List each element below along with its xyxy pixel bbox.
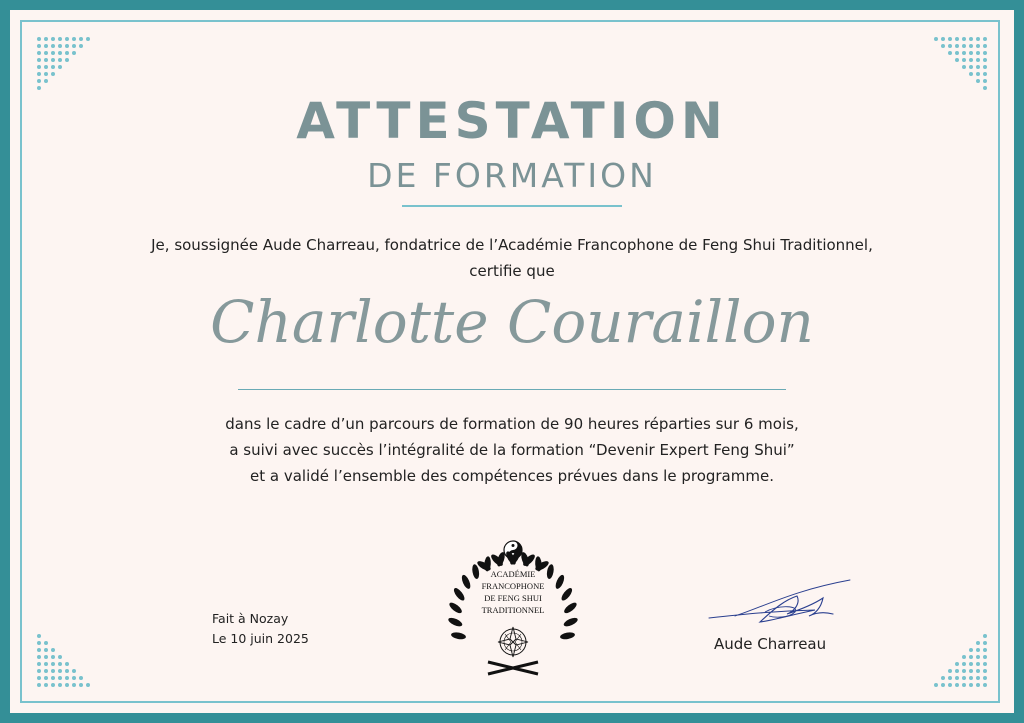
decorative-dot: [983, 641, 987, 645]
laurel-leaf: [563, 601, 579, 615]
decorative-dot: [72, 683, 76, 687]
decorative-dot: [955, 44, 959, 48]
decorative-dot: [65, 37, 69, 41]
laurel-leaf: [563, 616, 579, 628]
decorative-dot: [983, 44, 987, 48]
laurel-leaf: [460, 574, 472, 590]
decorative-dot: [37, 65, 41, 69]
decorative-dot: [51, 44, 55, 48]
decorative-dot: [983, 669, 987, 673]
details-line-2: a suivi avec succès l’intégralité de la formation “Devenir Expert Feng Shui”: [229, 441, 795, 459]
decorative-dot: [65, 669, 69, 673]
recipient-name: Charlotte Couraillon: [210, 288, 814, 356]
decorative-dot: [948, 37, 952, 41]
decorative-dot: [976, 58, 980, 62]
intro-line-2: certifie que: [469, 262, 555, 280]
decorative-dot: [51, 669, 55, 673]
decorative-dot: [983, 676, 987, 680]
decorative-dot: [44, 641, 48, 645]
laurel-leaf: [554, 574, 566, 590]
decorative-dot: [37, 683, 41, 687]
academy-seal: [438, 536, 588, 686]
decorative-dot: [44, 72, 48, 76]
decorative-dot: [934, 683, 938, 687]
decorative-dot: [44, 44, 48, 48]
dot-pattern-top-left: [36, 36, 96, 96]
decorative-dot: [983, 648, 987, 652]
decorative-dot: [941, 676, 945, 680]
decorative-dot: [969, 683, 973, 687]
decorative-dot: [72, 669, 76, 673]
decorative-dot: [955, 676, 959, 680]
decorative-dot: [941, 44, 945, 48]
decorative-dot: [976, 669, 980, 673]
decorative-dot: [37, 648, 41, 652]
decorative-dot: [962, 51, 966, 55]
decorative-dot: [37, 676, 41, 680]
decorative-dot: [86, 683, 90, 687]
decorative-dot: [51, 51, 55, 55]
compass-rose-icon: [498, 627, 528, 657]
decorative-dot: [969, 648, 973, 652]
decorative-dot: [969, 676, 973, 680]
certificate-subtitle: DE FORMATION: [367, 156, 657, 195]
decorative-dot: [65, 662, 69, 666]
decorative-dot: [983, 86, 987, 90]
decorative-dot: [51, 65, 55, 69]
decorative-dot: [962, 676, 966, 680]
decorative-dot: [86, 37, 90, 41]
decorative-dot: [65, 58, 69, 62]
decorative-dot: [72, 44, 76, 48]
decorative-dot: [72, 51, 76, 55]
decorative-dot: [983, 634, 987, 638]
decorative-dot: [72, 37, 76, 41]
place-and-date: [212, 609, 309, 649]
decorative-dot: [955, 669, 959, 673]
name-divider: [238, 389, 786, 390]
intro-text: [0, 232, 1024, 284]
seal-line-1: ACADÉMIE: [490, 569, 536, 579]
decorative-dot: [51, 648, 55, 652]
details-line-1: dans le cadre d’un parcours de formation de 90 heures réparties sur 6 mois,: [225, 415, 799, 433]
seal-line-3: DE FENG SHUI: [484, 593, 542, 603]
dot-pattern-bottom-right: [928, 628, 988, 688]
decorative-dot: [976, 72, 980, 76]
decorative-dot: [969, 72, 973, 76]
decorative-dot: [51, 655, 55, 659]
handwritten-signature: [705, 578, 855, 628]
decorative-dot: [37, 669, 41, 673]
decorative-dot: [983, 662, 987, 666]
decorative-dot: [44, 683, 48, 687]
laurel-leaf: [560, 631, 576, 640]
decorative-dot: [976, 662, 980, 666]
decorative-dot: [37, 641, 41, 645]
decorative-dot: [969, 37, 973, 41]
decorative-dot: [44, 662, 48, 666]
decorative-dot: [955, 51, 959, 55]
decorative-dot: [51, 58, 55, 62]
certificate-title: ATTESTATION: [296, 92, 728, 150]
decorative-dot: [51, 676, 55, 680]
decorative-dot: [51, 72, 55, 76]
decorative-dot: [51, 683, 55, 687]
decorative-dot: [976, 44, 980, 48]
decorative-dot: [983, 65, 987, 69]
laurel-leaf: [447, 616, 463, 628]
decorative-dot: [37, 37, 41, 41]
laurel-leaf: [471, 564, 480, 580]
decorative-dot: [969, 58, 973, 62]
decorative-dot: [44, 669, 48, 673]
decorative-dot: [37, 58, 41, 62]
decorative-dot: [37, 72, 41, 76]
decorative-dot: [58, 662, 62, 666]
decorative-dot: [962, 37, 966, 41]
decorative-dot: [969, 662, 973, 666]
decorative-dot: [969, 44, 973, 48]
decorative-dot: [962, 65, 966, 69]
decorative-dot: [44, 58, 48, 62]
decorative-dot: [44, 676, 48, 680]
seal-line-2: FRANCOPHONE: [481, 581, 545, 591]
dot-pattern-top-right: [928, 36, 988, 96]
decorative-dot: [51, 37, 55, 41]
details-line-3: et a validé l’ensemble des compétences prévues dans le programme.: [250, 467, 774, 485]
decorative-dot: [969, 51, 973, 55]
decorative-dot: [58, 683, 62, 687]
place-text: Fait à Nozay: [212, 611, 289, 626]
decorative-dot: [948, 669, 952, 673]
decorative-dot: [976, 676, 980, 680]
decorative-dot: [976, 37, 980, 41]
decorative-dot: [976, 648, 980, 652]
decorative-dot: [79, 683, 83, 687]
laurel-leaf: [448, 601, 464, 615]
decorative-dot: [969, 669, 973, 673]
decorative-dot: [79, 44, 83, 48]
decorative-dot: [65, 44, 69, 48]
decorative-dot: [58, 676, 62, 680]
decorative-dot: [983, 79, 987, 83]
decorative-dot: [44, 655, 48, 659]
decorative-dot: [44, 79, 48, 83]
decorative-dot: [983, 58, 987, 62]
decorative-dot: [37, 655, 41, 659]
decorative-dot: [955, 58, 959, 62]
decorative-dot: [962, 662, 966, 666]
decorative-dot: [58, 65, 62, 69]
decorative-dot: [44, 37, 48, 41]
title-divider: [402, 205, 622, 207]
decorative-dot: [79, 676, 83, 680]
date-text: Le 10 juin 2025: [212, 631, 309, 646]
decorative-dot: [65, 51, 69, 55]
decorative-dot: [58, 669, 62, 673]
decorative-dot: [969, 65, 973, 69]
decorative-dot: [934, 37, 938, 41]
decorative-dot: [58, 51, 62, 55]
decorative-dot: [976, 683, 980, 687]
decorative-dot: [962, 58, 966, 62]
decorative-dot: [983, 72, 987, 76]
decorative-dot: [976, 79, 980, 83]
decorative-dot: [948, 683, 952, 687]
decorative-dot: [37, 662, 41, 666]
decorative-dot: [37, 634, 41, 638]
decorative-dot: [962, 683, 966, 687]
decorative-dot: [941, 683, 945, 687]
decorative-dot: [44, 65, 48, 69]
seal-line-4: TRADITIONNEL: [481, 605, 545, 615]
laurel-leaf: [546, 564, 555, 580]
decorative-dot: [969, 655, 973, 659]
decorative-dot: [955, 662, 959, 666]
decorative-dot: [962, 669, 966, 673]
decorative-dot: [58, 44, 62, 48]
decorative-dot: [79, 37, 83, 41]
decorative-dot: [962, 44, 966, 48]
decorative-dot: [948, 44, 952, 48]
decorative-dot: [976, 51, 980, 55]
decorative-dot: [955, 683, 959, 687]
decorative-dot: [37, 44, 41, 48]
decorative-dot: [65, 676, 69, 680]
decorative-dot: [983, 683, 987, 687]
decorative-dot: [976, 641, 980, 645]
decorative-dot: [58, 655, 62, 659]
laurel-leaf: [452, 586, 466, 602]
intro-line-1: Je, soussignée Aude Charreau, fondatrice de l’Académie Francophone de Feng Shui Traditionnel,: [151, 236, 873, 254]
decorative-dot: [948, 51, 952, 55]
decorative-dot: [65, 683, 69, 687]
laurel-leaf: [560, 586, 574, 602]
decorative-dot: [983, 655, 987, 659]
decorative-dot: [72, 676, 76, 680]
decorative-dot: [948, 676, 952, 680]
decorative-dot: [983, 51, 987, 55]
decorative-dot: [941, 37, 945, 41]
details-text: [0, 411, 1024, 489]
decorative-dot: [955, 37, 959, 41]
decorative-dot: [58, 37, 62, 41]
decorative-dot: [983, 37, 987, 41]
decorative-dot: [51, 662, 55, 666]
decorative-dot: [976, 655, 980, 659]
decorative-dot: [37, 86, 41, 90]
laurel-leaf: [451, 631, 467, 640]
dot-pattern-bottom-left: [36, 628, 96, 688]
decorative-dot: [976, 65, 980, 69]
decorative-dot: [58, 58, 62, 62]
signer-name: Aude Charreau: [714, 635, 827, 653]
decorative-dot: [962, 655, 966, 659]
decorative-dot: [37, 79, 41, 83]
decorative-dot: [37, 51, 41, 55]
decorative-dot: [44, 648, 48, 652]
decorative-dot: [44, 51, 48, 55]
